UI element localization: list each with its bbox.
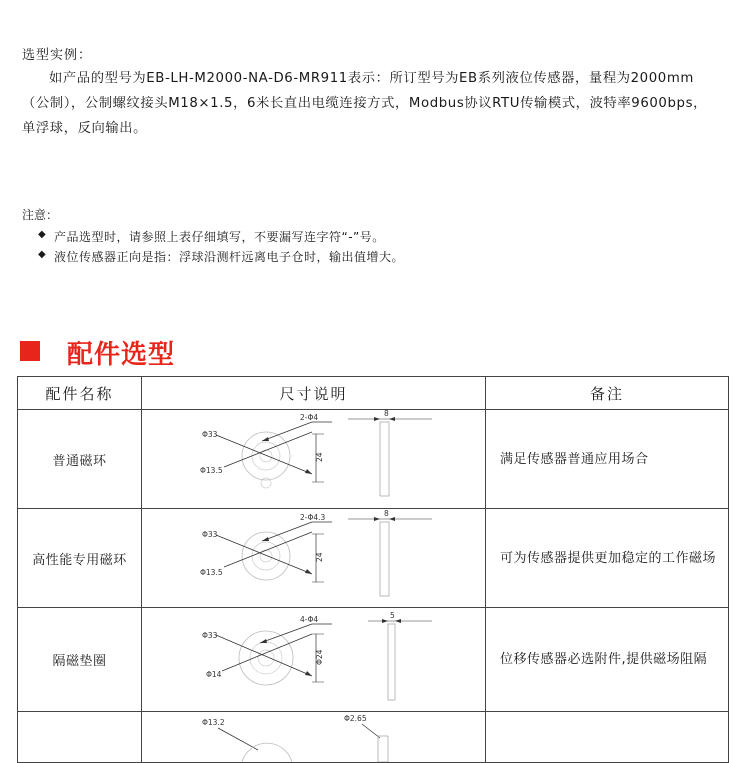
notes-title: 注意： bbox=[22, 208, 59, 222]
thickness-dimension-label: Φ2.65 bbox=[344, 714, 367, 723]
height-dimension-label: 24 bbox=[315, 452, 324, 462]
holes-dimension-label: 4-Φ4 bbox=[300, 615, 319, 624]
example-title: 选型实例： bbox=[22, 48, 93, 63]
holes-dimension-label: 2-Φ4.3 bbox=[300, 513, 326, 522]
example-body: 如产品的型号为EB-LH-M2000-NA-D6-MR911表示：所订型号为EB系列液位传感器，量程为2000mm（公制），公制螺纹接头M18×1.5，6米长直出电缆连接方式，Modbus协议RTU传输模式，波特率9600bps，单浮球，反向输出。 bbox=[22, 71, 707, 136]
thickness-dimension-label: 8 bbox=[384, 509, 389, 518]
header-name: 配件名称 bbox=[18, 377, 142, 410]
table-header-row bbox=[18, 377, 729, 410]
outer-diameter-label: Φ33 bbox=[202, 530, 218, 539]
note-item-1 bbox=[38, 228, 385, 245]
accessory-remark: 满足传感器普通应用场合 bbox=[486, 410, 729, 509]
holes-dimension-label: 2-Φ4 bbox=[300, 413, 319, 422]
dimension-drawing-cell bbox=[142, 509, 486, 608]
thickness-dimension-label: 5 bbox=[390, 611, 395, 620]
accessory-name bbox=[18, 712, 142, 763]
accessory-remark bbox=[486, 712, 729, 763]
ring-drawing bbox=[142, 509, 486, 607]
accessory-remark: 位移传感器必选附件,提供磁场阻隔 bbox=[486, 608, 729, 712]
note-item-text: 产品选型时，请参照上表仔细填写，不要漏写连字符“-”号。 bbox=[54, 230, 385, 244]
accessories-table bbox=[17, 376, 729, 763]
note-item-2 bbox=[38, 248, 405, 265]
outer-diameter-label: Φ33 bbox=[202, 430, 218, 439]
height-dimension-label: Φ24 bbox=[315, 649, 324, 665]
table-row bbox=[18, 410, 729, 509]
section-title: 配件选型 bbox=[67, 340, 176, 370]
outer-diameter-label: Φ13.2 bbox=[202, 718, 225, 727]
table-row bbox=[18, 712, 729, 763]
inner-diameter-label: Φ13.5 bbox=[200, 466, 223, 475]
inner-diameter-label: Φ13.5 bbox=[200, 568, 223, 577]
outer-diameter-label: Φ33 bbox=[202, 631, 218, 640]
accessory-name: 普通磁环 bbox=[18, 410, 142, 509]
dimension-drawing-cell bbox=[142, 410, 486, 509]
dimension-drawing-cell bbox=[142, 608, 486, 712]
partial-drawing bbox=[142, 712, 486, 762]
section-marker-square bbox=[20, 341, 40, 361]
spacer-drawing bbox=[142, 608, 486, 711]
accessory-name: 隔磁垫圈 bbox=[18, 608, 142, 712]
inner-diameter-label: Φ14 bbox=[206, 670, 222, 679]
ring-drawing bbox=[142, 410, 486, 508]
table-row bbox=[18, 509, 729, 608]
header-remarks: 备注 bbox=[486, 377, 729, 410]
note-item-text: 液位传感器正向是指：浮球沿测杆远离电子仓时，输出值增大。 bbox=[54, 250, 405, 264]
accessory-remark: 可为传感器提供更加稳定的工作磁场 bbox=[486, 509, 729, 608]
table-row bbox=[18, 608, 729, 712]
bullet-diamond-icon: ◆ bbox=[38, 229, 47, 240]
dimension-drawing-cell bbox=[142, 712, 486, 763]
height-dimension-label: 24 bbox=[315, 552, 324, 562]
header-dimensions: 尺寸说明 bbox=[142, 377, 486, 410]
bullet-diamond-icon: ◆ bbox=[38, 249, 47, 260]
accessory-name: 高性能专用磁环 bbox=[18, 509, 142, 608]
thickness-dimension-label: 8 bbox=[384, 410, 389, 418]
